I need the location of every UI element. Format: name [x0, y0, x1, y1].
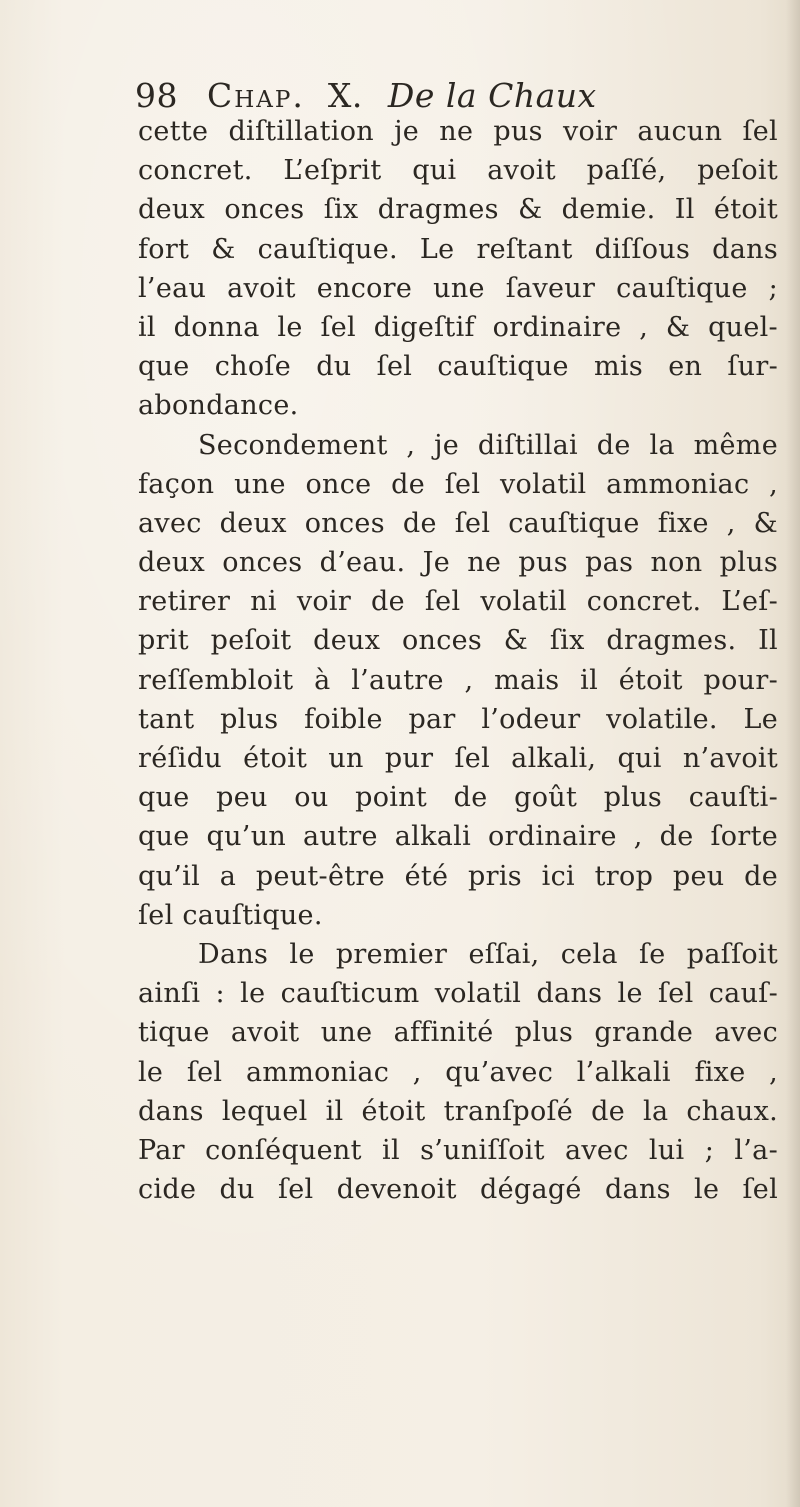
text-line: retirer ni voir de ſel volatil concret. L’eſ-: [138, 586, 778, 618]
text-line: Secondement , je diſtillai de la même: [198, 429, 778, 461]
text-line: abondance.: [138, 390, 299, 422]
text-line: ſel cauſtique.: [138, 899, 323, 931]
text-line: que qu’un autre alkali ordinaire , de ſorte: [138, 821, 778, 853]
text-line: qu’il a peut-être été pris ici trop peu de: [138, 860, 778, 892]
text-line: que choſe du ſel cauſtique mis en ſur-: [138, 351, 778, 383]
text-line: fort & cauſtique. Le reſtant diſſous dans: [138, 233, 778, 265]
page-number: 98: [135, 76, 178, 115]
text-line: il donna le ſel digeſtif ordinaire , & quel-: [138, 311, 778, 343]
text-line: prit peſoit deux onces & ſix dragmes. Il: [138, 625, 778, 657]
chapter-title: De la Chaux: [387, 76, 597, 115]
text-line: l’eau avoit encore une ſaveur cauſtique ;: [138, 272, 778, 304]
text-line: deux onces ſix dragmes & demie. Il étoit: [138, 194, 778, 226]
text-line: que peu ou point de goût plus cauſti-: [138, 782, 778, 814]
text-line: Par conſéquent il s’uniſſoit avec lui ; l’a-: [138, 1134, 778, 1166]
text-line: dans lequel il étoit tranſpoſé de la chaux.: [138, 1095, 778, 1127]
text-line: façon une once de ſel volatil ammoniac ,: [138, 468, 778, 500]
chapter-numeral: X.: [327, 76, 363, 115]
text-line: le ſel ammoniac , qu’avec l’alkali fixe ,: [138, 1056, 778, 1088]
text-line: réſidu étoit un pur ſel alkali, qui n’avoit: [138, 743, 778, 774]
body-text: [138, 112, 778, 1209]
text-line: ainſi : le cauſticum volatil dans le ſel cauſ-: [138, 978, 778, 1010]
text-line: tique avoit une affinité plus grande avec: [138, 1017, 778, 1049]
text-line: tant plus foible par l’odeur volatile. Le: [138, 703, 778, 735]
text-line: concret. L’eſprit qui avoit paſſé, peſoit: [138, 155, 778, 187]
text-line: reſſembloit à l’autre , mais il étoit pour-: [138, 664, 778, 696]
text-line: avec deux onces de ſel cauſtique fixe , &: [138, 507, 778, 539]
text-line: Dans le premier eſſai, cela ſe paſſoit: [198, 938, 778, 970]
text-line: cide du ſel devenoit dégagé dans le ſel: [138, 1174, 778, 1206]
text-line: deux onces d’eau. Je ne pus pas non plus: [138, 547, 778, 579]
chapter-label: Chap.: [207, 76, 305, 115]
page-edge-shadow: [786, 0, 800, 1507]
text-line: cette diſtillation je ne pus voir aucun ſel: [138, 116, 778, 147]
